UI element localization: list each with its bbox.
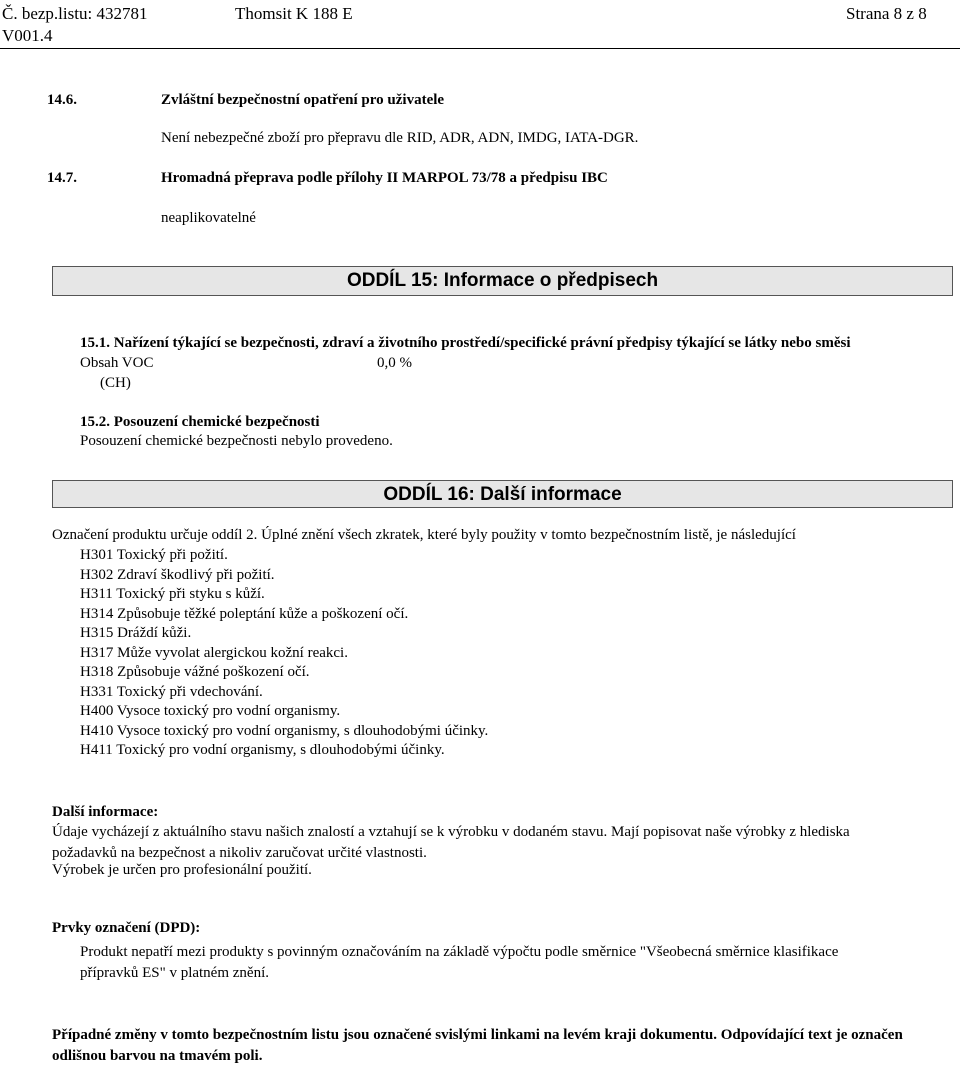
section-14-7-number: 14.7. <box>47 170 77 186</box>
h-statement-item: H410 Vysoce toxický pro vodní organismy, s dlouhodobými účinky. <box>80 722 489 739</box>
section-14-6-text: Není nebezpečné zboží pro přepravu dle RID, ADR, ADN, IMDG, IATA-DGR. <box>161 130 639 146</box>
h-statement-item: H318 Způsobuje vážné poškození očí. <box>80 664 310 680</box>
further-info-text-2: Výrobek je určen pro profesionální použití. <box>52 862 312 878</box>
voc-label: Obsah VOC <box>80 355 154 371</box>
h-statement-item: H311 Toxický při styku s kůží. <box>80 586 265 602</box>
h-statement-item: H315 Dráždí kůži. <box>80 625 192 641</box>
product-name: Thomsit K 188 E <box>235 4 353 23</box>
section-16-title: ODDÍL 16: Další informace <box>383 484 622 505</box>
sheet-number: Č. bezp.listu: 432781 <box>2 4 148 23</box>
section-14-6-number: 14.6. <box>47 92 77 108</box>
h-statement-item: H331 Toxický při vdechování. <box>80 683 263 700</box>
section-16-intro: Označení produktu určuje oddíl 2. Úplné znění všech zkratek, které byly použity v tomto bezpečnostním listě, je následující <box>52 527 796 543</box>
section-14-7-text: neaplikovatelné <box>161 210 256 226</box>
further-info-title: Další informace: <box>52 804 159 820</box>
header-rule <box>0 48 960 49</box>
section-15-header <box>52 266 953 296</box>
voc-value: 0,0 % <box>377 355 412 371</box>
section-14-6-title: Zvláštní bezpečnostní opatření pro uživatele <box>161 92 445 108</box>
h-statement-item: H400 Vysoce toxický pro vodní organismy. <box>80 703 341 719</box>
section-15-title: ODDÍL 15: Informace o předpisech <box>346 270 659 291</box>
section-15-1-title: 15.1. Nařízení týkající se bezpečnosti, zdraví a životního prostředí/specifické právní předpisy týkající se látky nebo směsi <box>80 335 851 351</box>
h-statement-item: H301 Toxický při požití. <box>80 547 228 563</box>
h-statement-list <box>80 546 488 761</box>
version: V001.4 <box>2 26 53 45</box>
page-number: Strana 8 z 8 <box>846 4 927 23</box>
section-15-2-title: 15.2. Posouzení chemické bezpečnosti <box>80 414 320 430</box>
h-statement-item: H302 Zdraví škodlivý při požití. <box>80 566 275 583</box>
section-16-header <box>52 480 953 508</box>
h-statement-item: H314 Způsobuje těžké poleptání kůže a poškození očí. <box>80 605 409 622</box>
dpd-title: Prvky označení (DPD): <box>52 920 201 936</box>
dpd-text: Produkt nepatří mezi produkty s povinným označováním na základě výpočtu podle směrnice "Všeobecná směrnice klasifikace přípravků ES" v platném znění. <box>80 944 839 981</box>
further-info-text: Údaje vycházejí z aktuálního stavu našich znalostí a vztahují se k výrobku v dodaném stavu. Mají popisovat naše výrobky z hlediska požadavků na bezpečnost a nikoliv zaručovat určité vlastnosti. <box>52 824 850 861</box>
h-statement-item: H317 Může vyvolat alergickou kožní reakci. <box>80 644 348 661</box>
h-statement-item: H411 Toxický pro vodní organismy, s dlouhodobými účinky. <box>80 742 445 758</box>
voc-unit: (CH) <box>100 375 131 391</box>
changes-note: Případné změny v tomto bezpečnostním listu jsou označené svislými linkami na levém kraji dokumentu. Odpovídající text je označen odlišnou barvou na tmavém poli. <box>52 1027 903 1064</box>
section-14-7-title: Hromadná přeprava podle přílohy II MARPOL 73/78 a předpisu IBC <box>161 170 608 186</box>
section-15-2-text: Posouzení chemické bezpečnosti nebylo provedeno. <box>80 433 393 449</box>
